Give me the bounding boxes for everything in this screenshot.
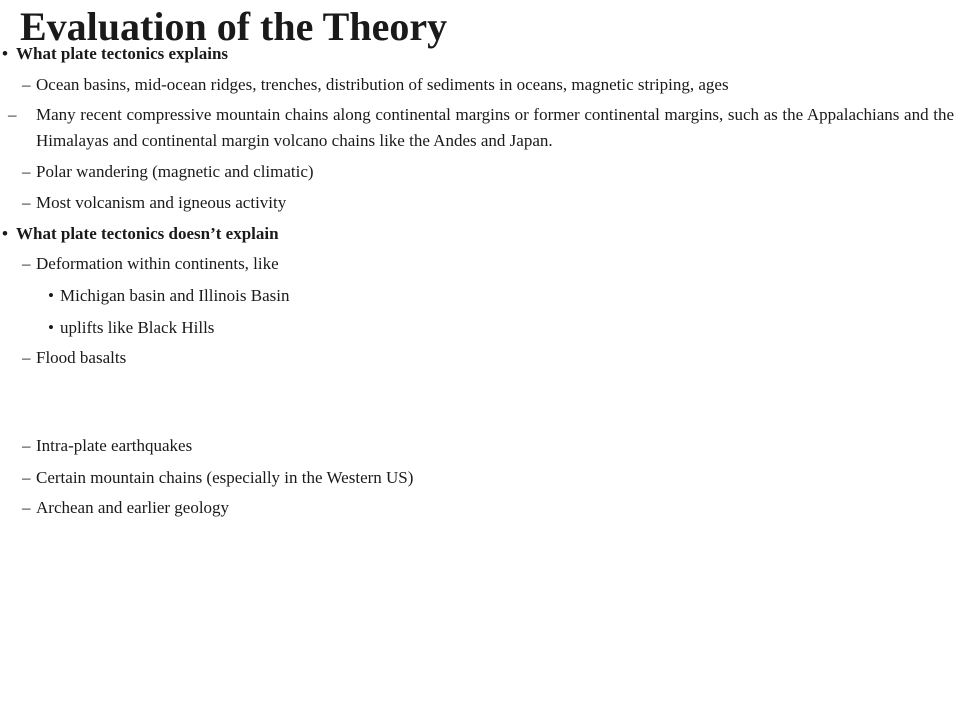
dash-icon: – xyxy=(22,348,31,367)
list-item xyxy=(22,465,940,491)
sub-bullet-icon: • xyxy=(48,286,54,305)
sub-list-item xyxy=(48,284,289,308)
list-item-text: Many recent compressive mountain chains along continental margins or former continental margins, such as the Appalachians and the Himalayas and continental margin volcano chains like the Andes and Japan. xyxy=(36,105,954,150)
dash-icon: – xyxy=(22,468,31,487)
dash-icon: – xyxy=(22,75,31,94)
list-item xyxy=(22,433,940,459)
list-item xyxy=(22,495,940,521)
list-item xyxy=(22,72,940,98)
dash-icon: – xyxy=(22,498,31,517)
sub-list-item-text: Michigan basin and Illinois Basin xyxy=(60,286,290,305)
heading-doesnt-explain xyxy=(2,222,279,246)
list-item-text: Certain mountain chains (especially in the Western US) xyxy=(36,468,414,487)
list-item-text: Polar wandering (magnetic and climatic) xyxy=(36,162,314,181)
heading-explains-text: What plate tectonics explains xyxy=(16,44,229,63)
list-item-text: Most volcanism and igneous activity xyxy=(36,193,287,212)
dash-icon: – xyxy=(22,162,31,181)
list-item xyxy=(22,159,940,185)
heading-doesnt-explain-text: What plate tectonics doesn’t explain xyxy=(16,224,279,243)
sub-list-item-text: uplifts like Black Hills xyxy=(60,318,215,337)
list-item xyxy=(22,251,940,277)
list-item-text: Archean and earlier geology xyxy=(36,498,230,517)
sub-list-item xyxy=(48,316,214,340)
sub-bullet-icon: • xyxy=(48,318,54,337)
list-item-text: Flood basalts xyxy=(36,348,127,367)
list-item xyxy=(22,345,940,371)
bullet-icon: • xyxy=(2,44,8,63)
slide-title: Evaluation of the Theory xyxy=(20,4,448,49)
heading-explains xyxy=(2,42,228,66)
list-item xyxy=(8,102,954,154)
bullet-icon: • xyxy=(2,224,8,243)
list-item xyxy=(22,190,940,216)
list-item-text: Ocean basins, mid-ocean ridges, trenches, distribution of sediments in oceans, magnetic striping, ages xyxy=(36,75,729,94)
dash-icon: – xyxy=(22,193,31,212)
dash-icon: – xyxy=(8,105,17,124)
list-item-text: Intra-plate earthquakes xyxy=(36,436,193,455)
dash-icon: – xyxy=(22,436,31,455)
dash-icon: – xyxy=(22,254,31,273)
list-item-text: Deformation within continents, like xyxy=(36,254,279,273)
